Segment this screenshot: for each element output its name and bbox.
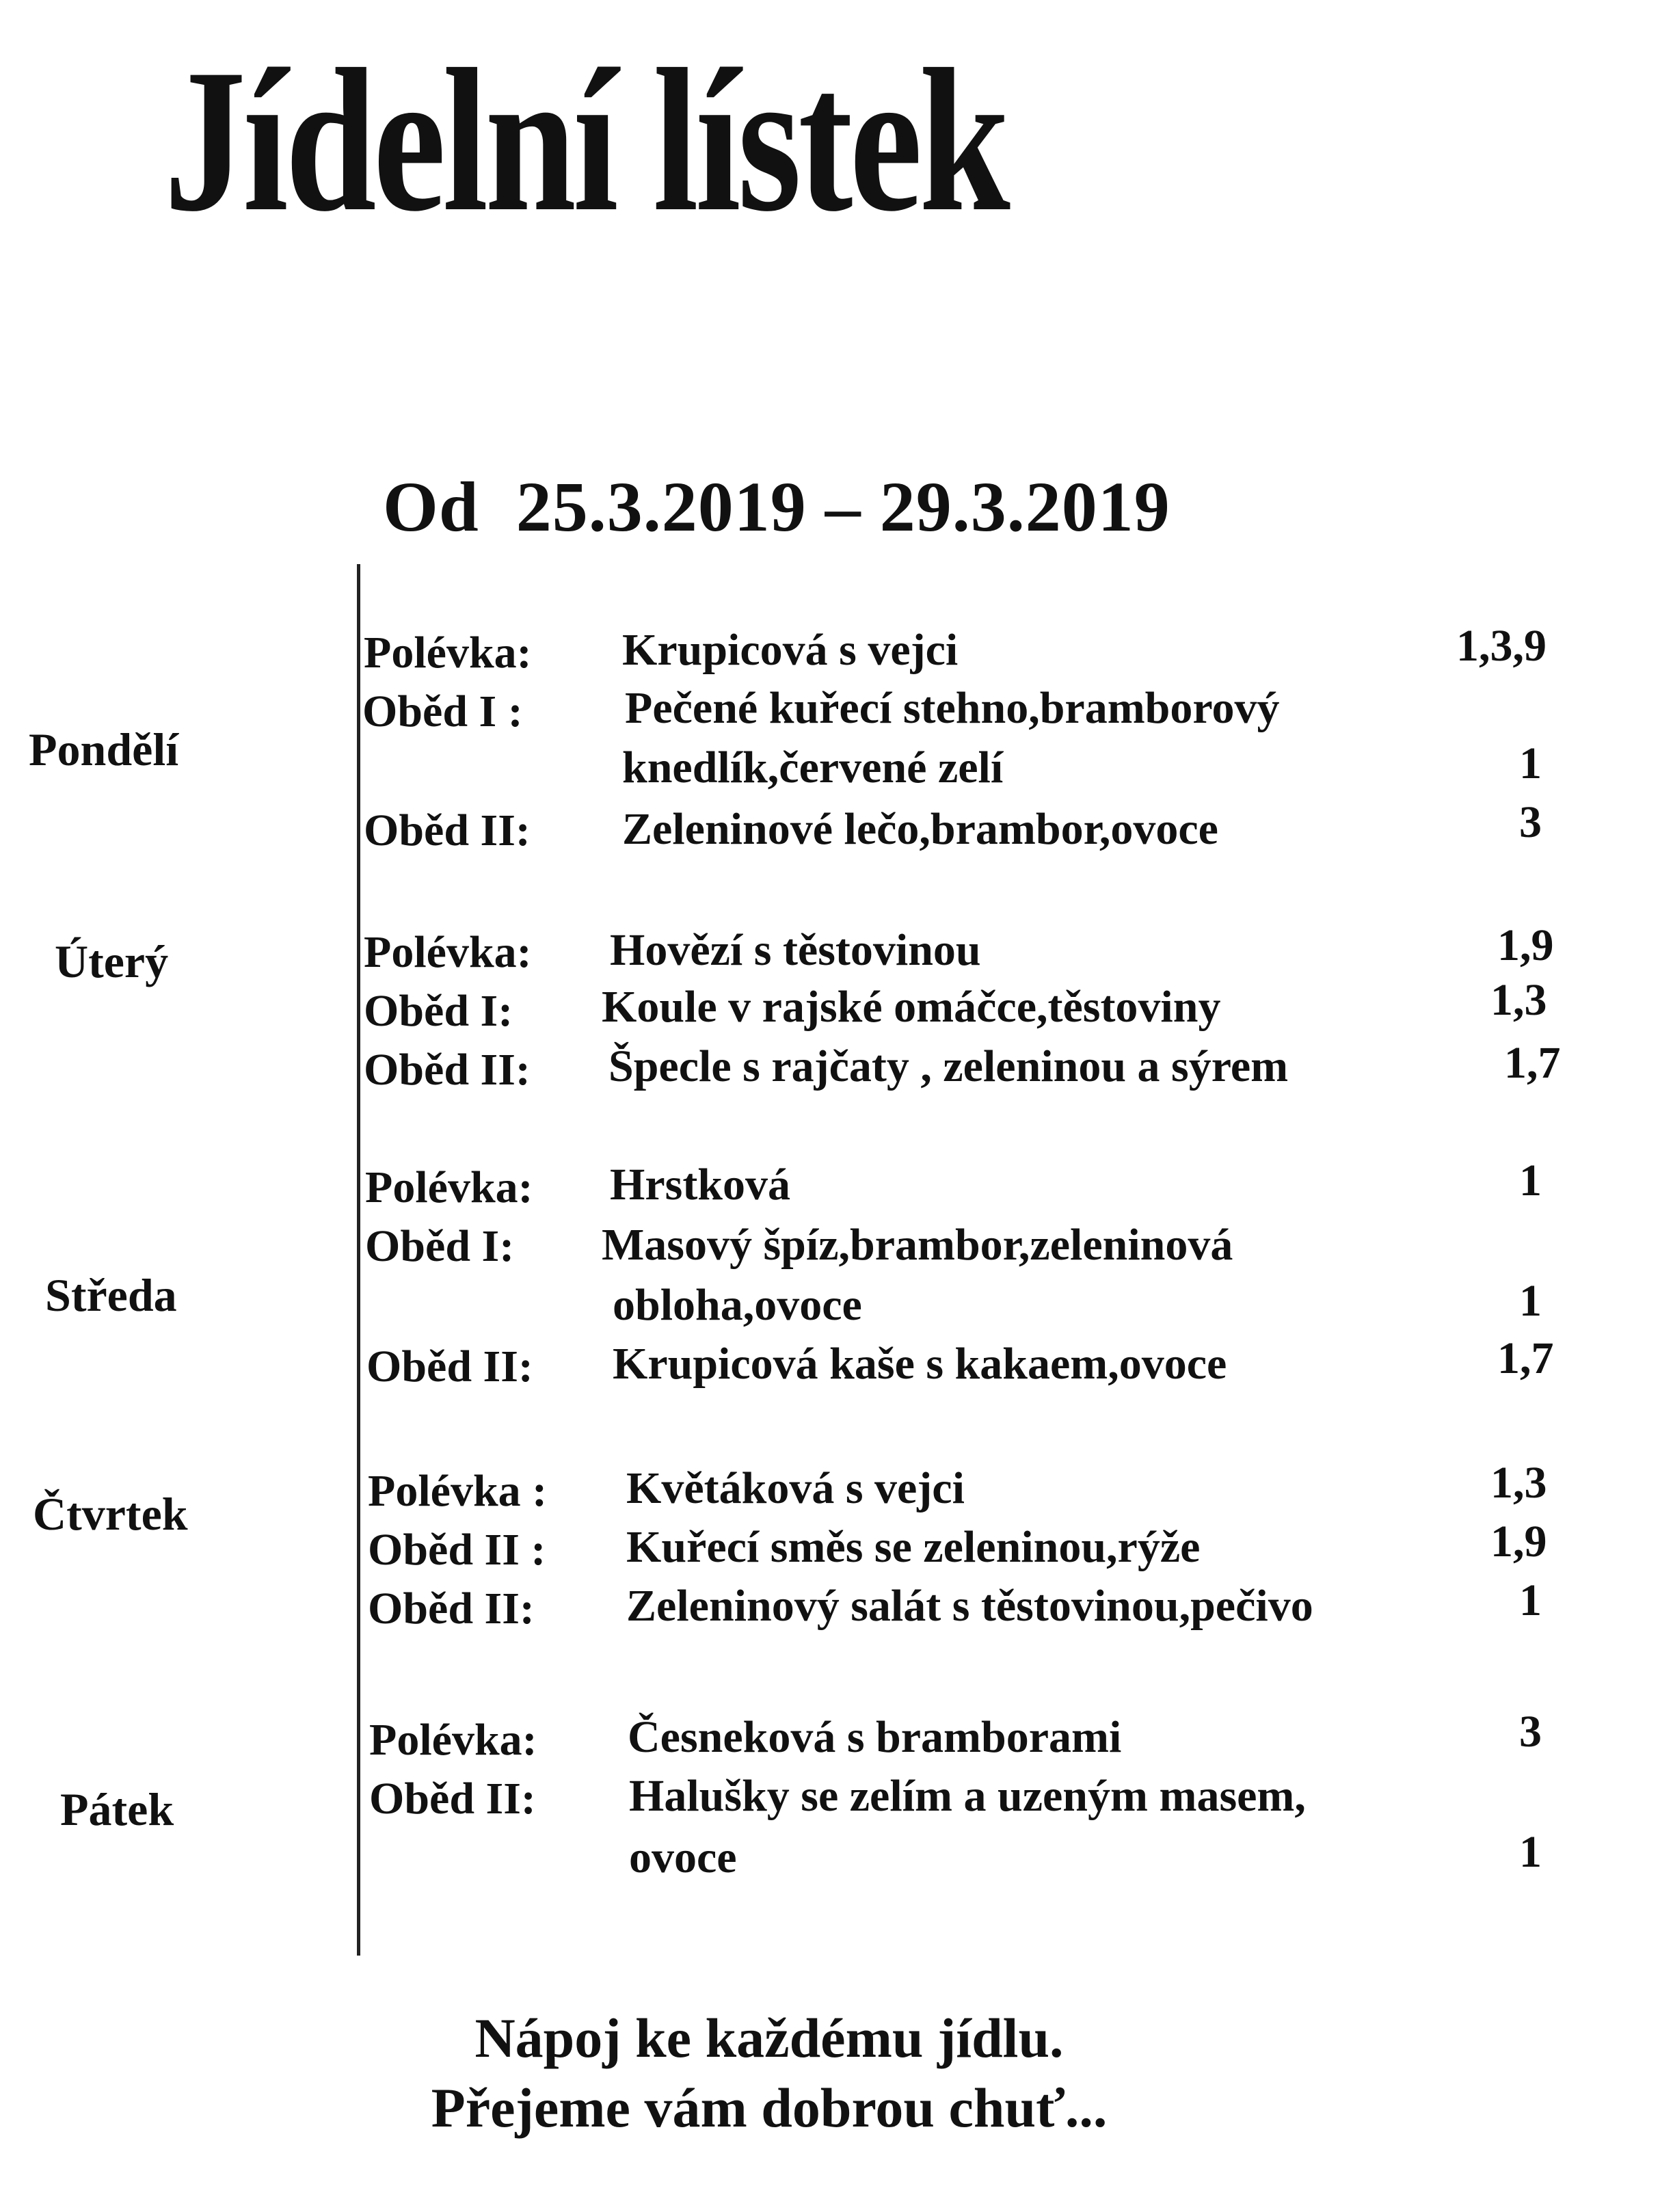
footer-greeting: Přejeme vám dobrou chuť... [431,2077,1108,2139]
meal-text: knedlík,červené zelí [622,743,1004,792]
meal-text: Hovězí s těstovinou [610,925,981,975]
meal-text: Koule v rajské omáčce,těstoviny [602,982,1221,1032]
allergen-codes: 1,3 [1490,1458,1547,1508]
meal-label: Polévka: [365,1162,533,1212]
footer-drink-note: Nápoj ke každému jídlu. [474,2007,1064,2069]
meal-label: Oběd II : [368,1525,546,1575]
meal-text: ovoce [629,1833,737,1882]
day-name-monday: Pondělí [29,723,179,775]
meal-text: Krupicová kaše s kakaem,ovoce [613,1339,1227,1389]
meal-label: Oběd II: [364,1045,531,1095]
allergen-codes: 1,9 [1490,1517,1547,1567]
meal-text: Zeleninové lečo,brambor,ovoce [622,804,1218,854]
allergen-codes: 1,7 [1504,1038,1561,1088]
meal-text: Zeleninový salát s těstovinou,pečivo [626,1581,1313,1631]
meal-label: Oběd I: [364,986,513,1036]
meal-text: Květáková s vejci [626,1463,965,1513]
meal-text: Hrstková [610,1160,790,1210]
allergen-codes: 1,3,9 [1456,621,1547,671]
divider-line [357,564,360,1956]
meal-text: Masový špíz,brambor,zeleninová [602,1220,1233,1270]
day-name-wednesday: Středa [45,1269,177,1321]
meal-text: Pečené kuřecí stehno,bramborový [625,683,1280,733]
allergen-codes: 1 [1519,1575,1542,1625]
allergen-codes: 3 [1519,797,1542,847]
meal-label: Polévka : [368,1466,548,1516]
allergen-codes: 3 [1519,1707,1542,1757]
allergen-codes: 1 [1519,738,1542,788]
allergen-codes: 1,9 [1497,920,1554,970]
allergen-codes: 1 [1519,1276,1542,1326]
meal-text: Kuřecí směs se zeleninou,rýže [626,1522,1201,1572]
meal-text: obloha,ovoce [613,1280,862,1330]
meal-text: Krupicová s vejci [622,625,959,675]
meal-label: Oběd II: [369,1774,536,1824]
allergen-codes: 1 [1519,1827,1542,1877]
meal-label: Polévka: [364,927,532,977]
meal-label: Polévka: [364,628,532,678]
date-range: Od 25.3.2019 – 29.3.2019 [383,468,1170,546]
meal-label: Oběd I: [365,1221,515,1271]
page-title: Jídelní lístek [164,27,1007,254]
meal-label: Oběd II: [364,805,531,855]
meal-text: Špecle s rajčaty , zeleninou a sýrem [608,1041,1289,1091]
day-name-tuesday: Úterý [55,935,169,987]
meal-label: Oběd II: [366,1342,533,1391]
meal-label: Polévka: [369,1715,537,1765]
day-name-thursday: Čtvrtek [33,1488,188,1540]
meal-text: Česneková s bramborami [628,1712,1122,1762]
allergen-codes: 1,7 [1497,1333,1554,1383]
allergen-codes: 1,3 [1490,975,1547,1025]
day-name-friday: Pátek [60,1783,174,1835]
meal-text: Halušky se zelím a uzeným masem, [629,1771,1306,1821]
meal-label: Oběd I : [362,687,523,736]
allergen-codes: 1 [1519,1156,1542,1205]
meal-label: Oběd II: [368,1584,535,1634]
